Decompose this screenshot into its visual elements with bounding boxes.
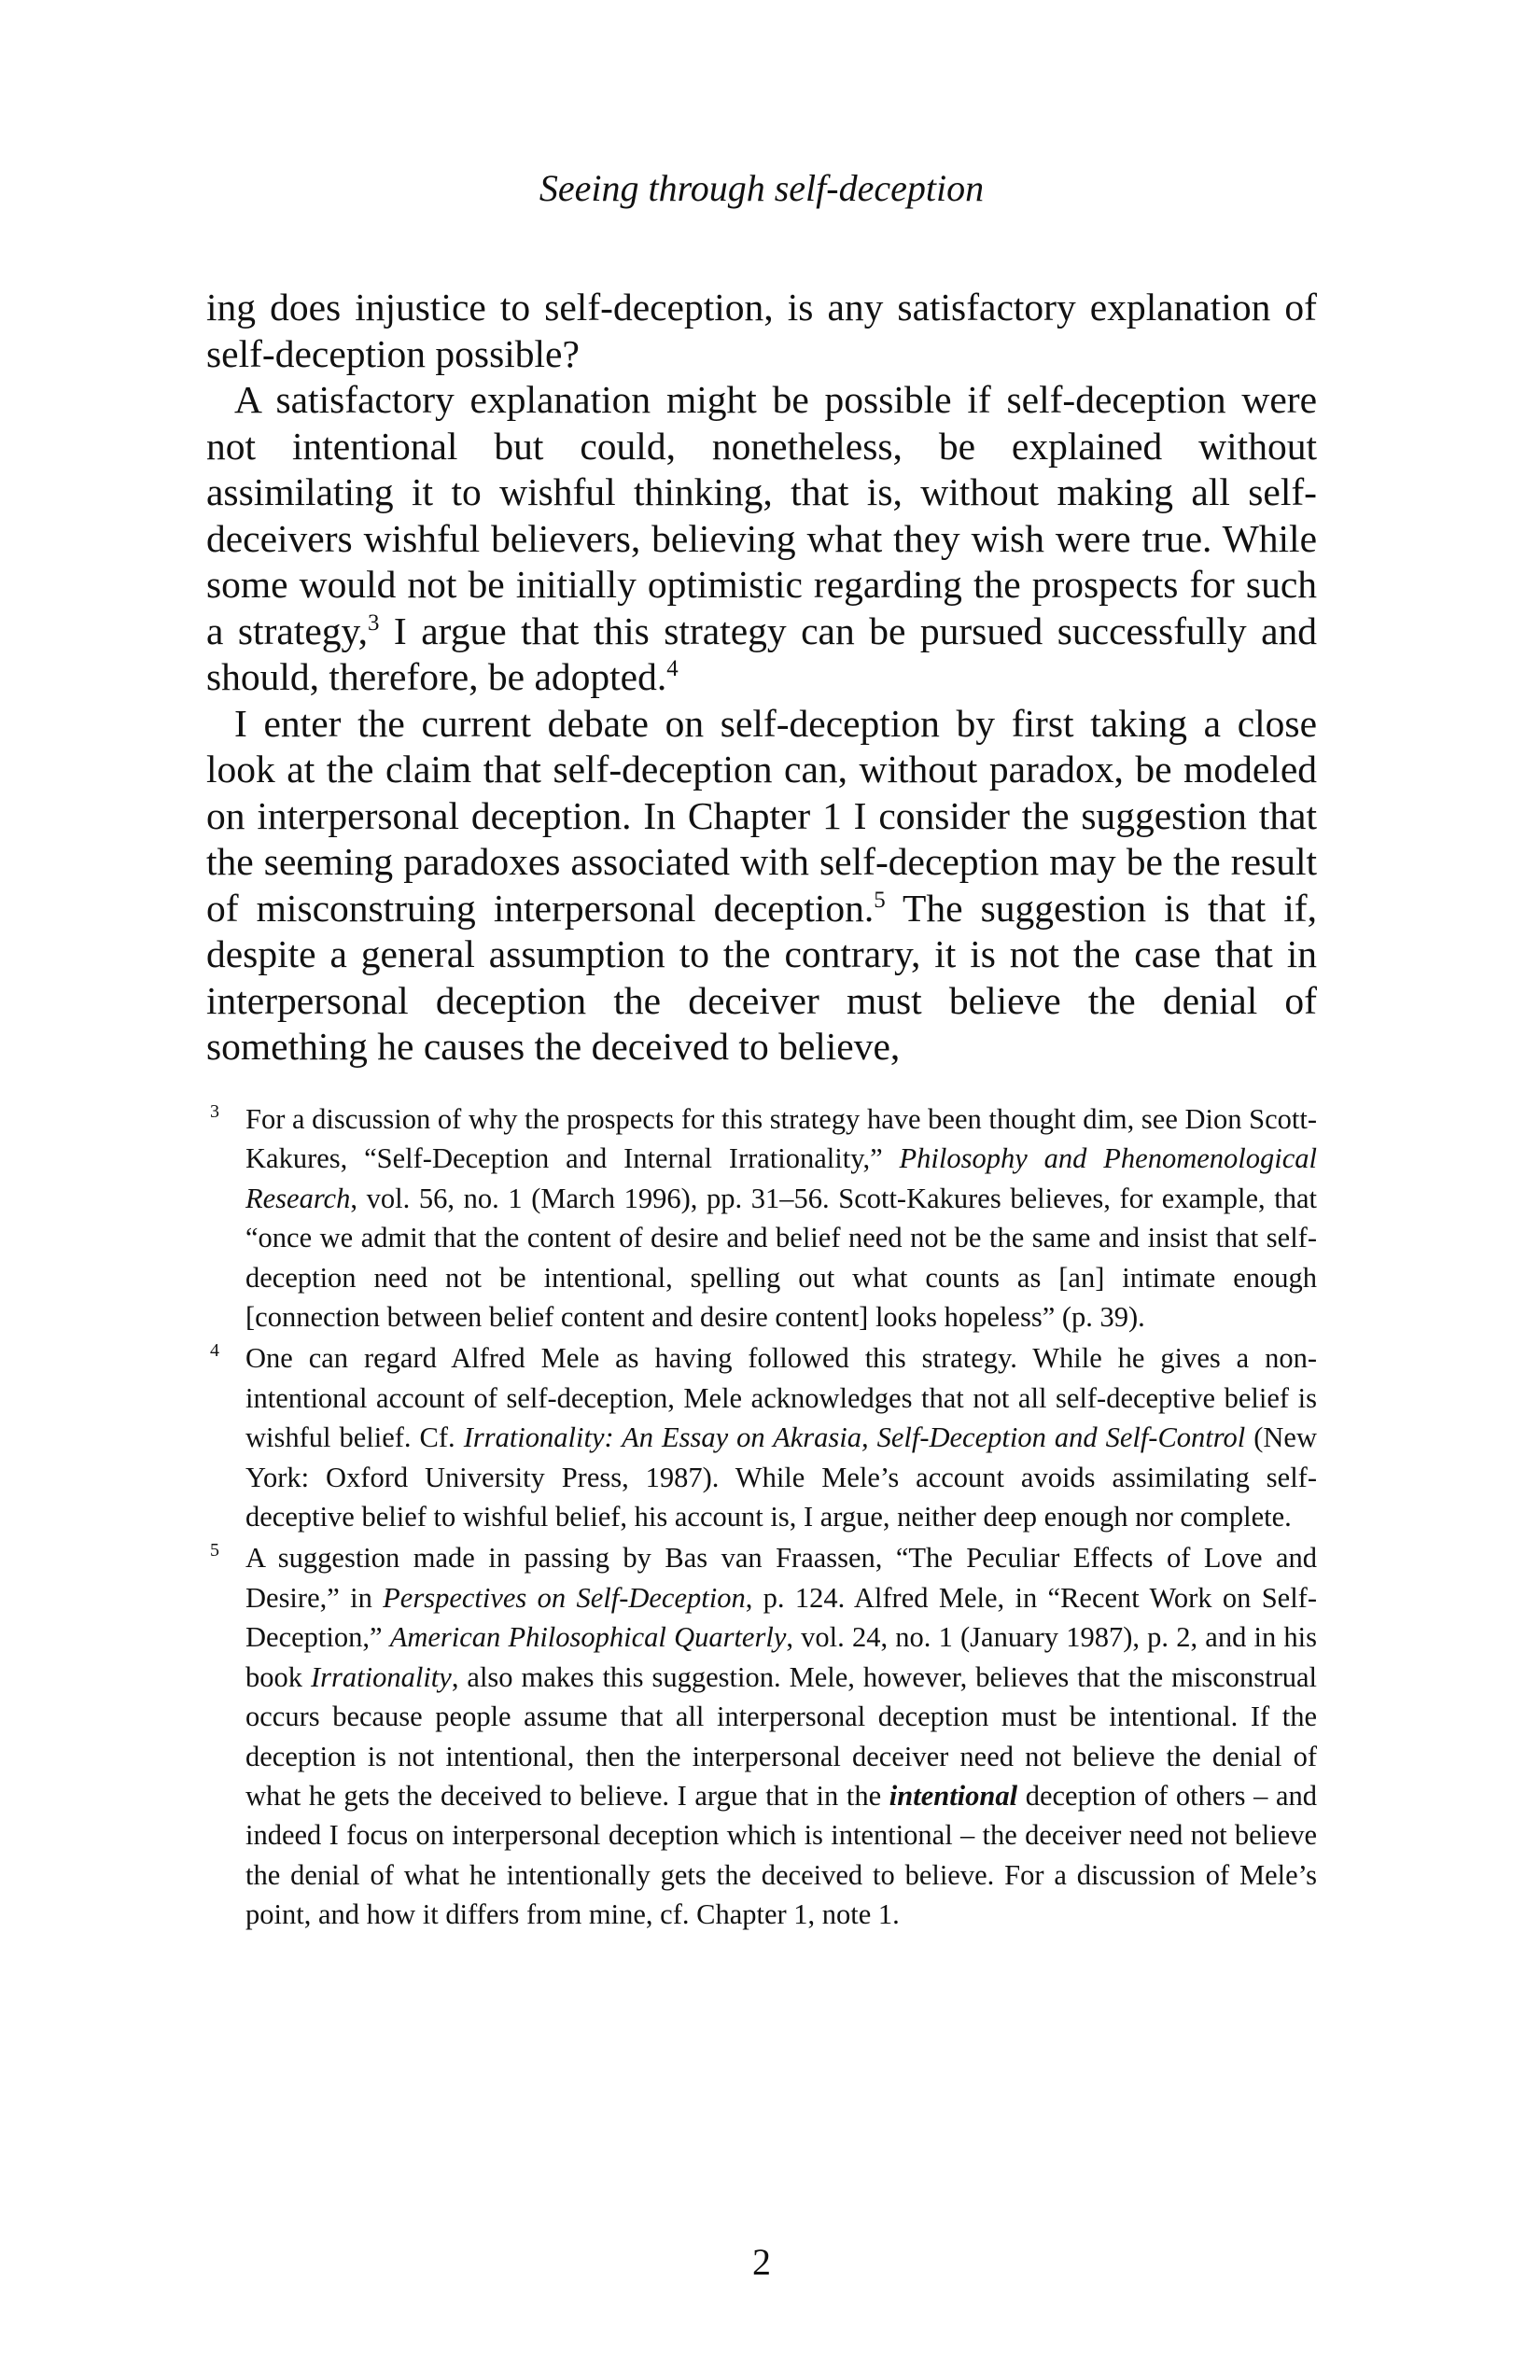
footnote-ref-4[interactable]: 4 xyxy=(666,656,679,682)
footnote-5: 5 A suggestion made in passing by Bas van Fraassen, “The Peculiar Effects of Love and Desire,” in Perspectives on Self-Deception, p. 124. Alfred Mele, in “Recent Work on Self-Deception,” American Philosophical Quarterly, vol. 24, no. 1 (January 1987), p. 2, and in his book Irrationality, also makes this suggestion. Mele, however, believes that the misconstrual occurs because people assume that all interpersonal deception must be intentional. If the deception is not intentional, then the interpersonal deceiver need not believe the denial of what he gets the deceived to believe. I argue that in the intentional deception of others – and indeed I focus on interpersonal deception which is intentional – the deceiver need not believe the denial of what he intentionally gets the deceived to believe. For a discussion of Mele’s point, and how it differs from mine, cf. Chapter 1, note 1. xyxy=(206,1538,1317,1934)
cited-book: Irrationality: An Essay on Akrasia, Self-Deception and Self-Control xyxy=(463,1421,1246,1454)
cited-journal: American Philosophical Quarterly xyxy=(389,1621,787,1654)
cited-book: Perspectives on Self-Deception xyxy=(383,1581,746,1614)
page-number: 2 xyxy=(752,2241,771,2283)
footnote-4: 4 One can regard Alfred Mele as having followed this strategy. While he gives a non-intentional account of self-deception, Mele acknowledges that not all self-deceptive belief is wishful belief. Cf. Irrationality: An Essay on Akrasia, Self-Deception and Self-Control (New York: Oxford University Press, 1987). While Mele’s account avoids assimilating self-deceptive belief to wishful belief, his account is, I argue, neither deep enough nor complete. xyxy=(206,1338,1317,1536)
cited-journal: Philosophy and Phenomenological Research xyxy=(245,1142,1317,1214)
footnote-3: 3 For a discussion of why the prospects for this strategy have been thought dim, see Dion Scott-Kakures, “Self-Deception and Internal Irrationality,” Philosophy and Phenomenological Research, vol. 56, no. 1 (March 1996), pp. 31–56. Scott-Kakures believes, for example, that “once we admit that the content of desire and belief need not be the same and insist that self-deception need not be intentional, spelling out what counts as [an] intimate enough [connection between belief content and desire content] looks hopeless” (p. 39). xyxy=(206,1099,1317,1337)
body-text xyxy=(206,285,1317,1071)
emphasized-term: intentional xyxy=(889,1779,1018,1812)
footnotes xyxy=(206,1099,1317,1937)
footnote-number: 3 xyxy=(210,1101,219,1122)
paragraph-continuation: ing does injustice to self-deception, is any satisfactory explanation of self-deception possible? xyxy=(206,286,1317,375)
paragraph-strategy: A satisfactory explanation might be possible if self-deception were not intentional but could, nonetheless, be explained without assimilating it to wishful thinking, that is, without making all self-deceivers wishful believers, believing what they wish were true. While some would not be initially optimistic regarding the prospects for such a strategy,$^3$ I argue that this strategy can be pursued successfully and should, therefore, be adopted.$^4$ xyxy=(206,378,1317,698)
footnote-ref-5[interactable]: 5 xyxy=(874,887,886,913)
paragraph-debate: I enter the current debate on self-deception by first taking a close look at the claim that self-deception can, without paradox, be modeled on interpersonal deception. In Chapter 1 I consider the suggestion that the seeming paradoxes associated with self-deception may be the result of misconstruing interpersonal deception.$^5$ The suggestion is that if, despite a general assumption to the contrary, it is not the case that in interpersonal deception the deceiver must believe the denial of something he causes the deceived to believe, xyxy=(206,701,1317,1068)
footnote-number: 4 xyxy=(210,1340,219,1362)
cited-book: Irrationality xyxy=(311,1660,452,1693)
running-head: Seeing through self-deception xyxy=(539,167,985,209)
footnote-ref-3[interactable]: 3 xyxy=(367,609,380,636)
footnote-number: 5 xyxy=(210,1540,219,1561)
